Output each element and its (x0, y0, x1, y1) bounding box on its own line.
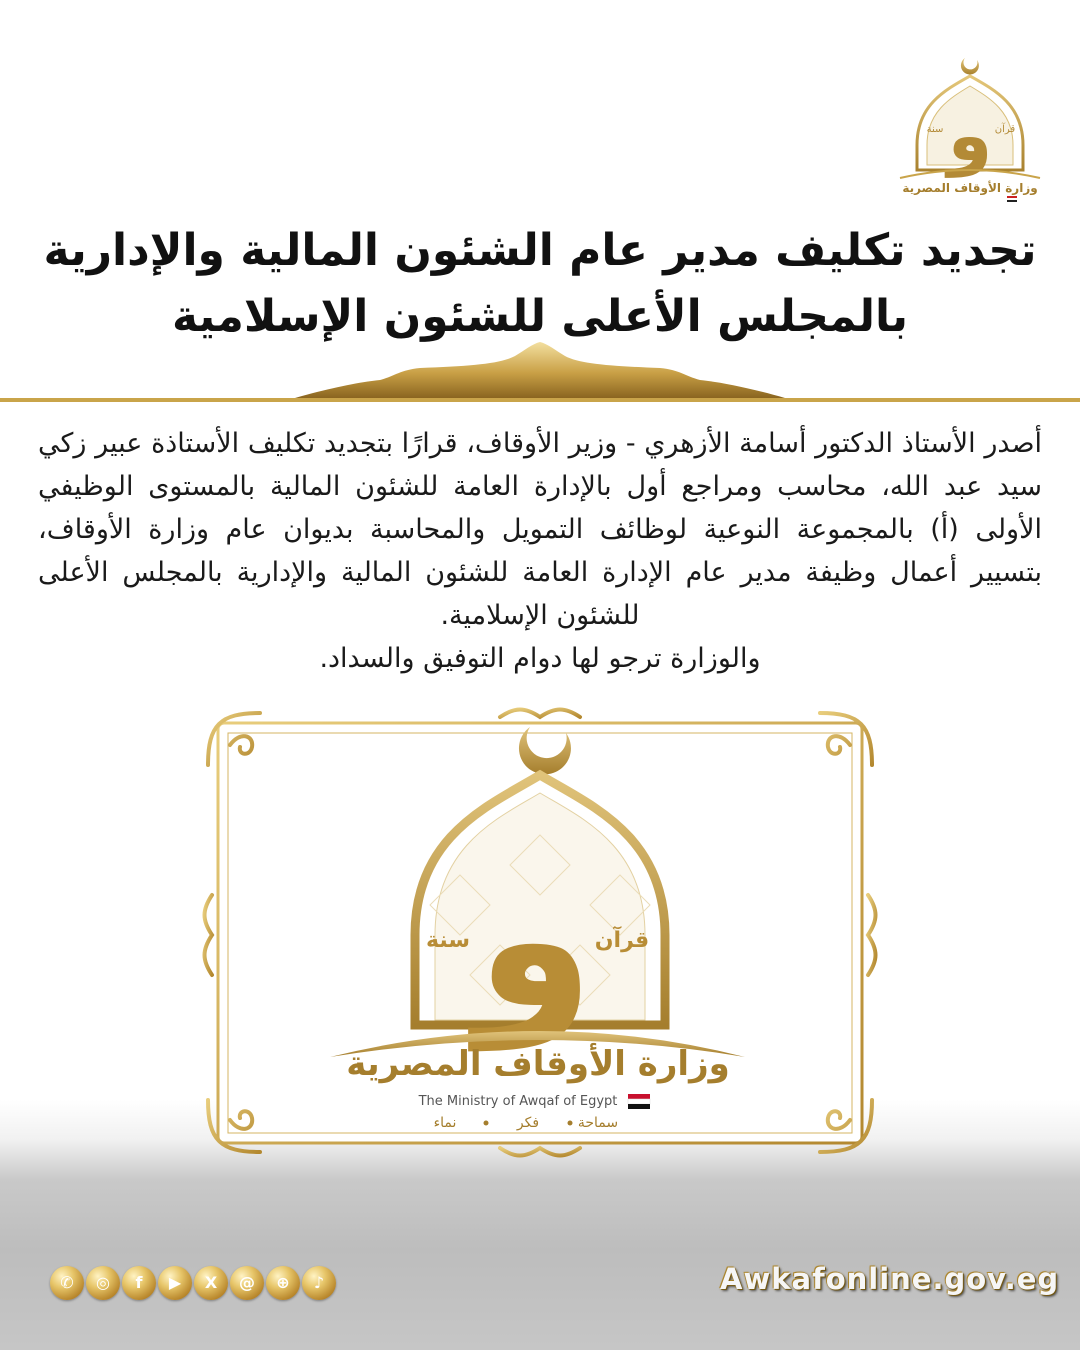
threads-icon[interactable]: @ (230, 1266, 264, 1300)
tiktok-icon[interactable]: ♪ (302, 1266, 336, 1300)
emblem-motto-1: سماحة (577, 1115, 619, 1131)
title-line-1: تجديد تكليف مدير عام الشئون المالية والإدارية (43, 225, 1037, 276)
instagram-icon[interactable]: ◎ (86, 1266, 120, 1300)
website-link[interactable]: Awkafonline.gov.eg (720, 1262, 1060, 1296)
ministry-emblem-frame (200, 705, 880, 1160)
page-title (40, 218, 1040, 350)
announcement-closing: والوزارة ترجو لها دوام التوفيق والسداد. (319, 643, 761, 674)
top-logo-left-word: سنة (926, 124, 944, 135)
top-logo-letter: و (947, 93, 993, 177)
awqaf-logo (895, 50, 1045, 210)
top-logo-right-word: قرآن (994, 124, 1016, 135)
facebook-icon[interactable]: f (122, 1266, 156, 1300)
emblem-motto-2: فكر (516, 1115, 540, 1131)
title-line-2: بالمجلس الأعلى للشئون الإسلامية (171, 291, 909, 342)
whatsapp-icon[interactable]: ✆ (50, 1266, 84, 1300)
emblem-motto-3: نماء (433, 1115, 457, 1131)
emblem-arabic-name: وزارة الأوقاف المصرية (346, 1044, 730, 1084)
emblem-letter: و (475, 829, 595, 1050)
gold-divider (0, 340, 1080, 410)
top-logo-arabic-name: وزارة الأوقاف المصرية (902, 181, 1038, 195)
announcement-body (38, 422, 1042, 680)
social-links (50, 1266, 336, 1302)
x-icon[interactable]: X (194, 1266, 228, 1300)
web-icon[interactable]: ⊕ (266, 1266, 300, 1300)
emblem-right-word: قرآن (594, 928, 650, 953)
emblem-left-word: سنة (426, 928, 470, 953)
youtube-icon[interactable]: ▶ (158, 1266, 192, 1300)
emblem-english-name: The Ministry of Awqaf of Egypt (418, 1094, 618, 1109)
announcement-paragraph: أصدر الأستاذ الدكتور أسامة الأزهري - وزير الأوقاف، قرارًا بتجديد تكليف الأستاذة عبير زكي سيد عبد الله، محاسب ومراجع أول بالإدارة العامة للشئون المالية بالمستوى الوظيفي الأولى (أ) بالمجموعة النوعية لوظائف التمويل والمحاسبة بديوان عام وزارة الأوقاف، بتسيير أعمال وظيفة مدير عام الإدارة العامة للشئون المالية والإدارية بالمجلس الأعلى للشئون الإسلامية. (38, 428, 1042, 631)
